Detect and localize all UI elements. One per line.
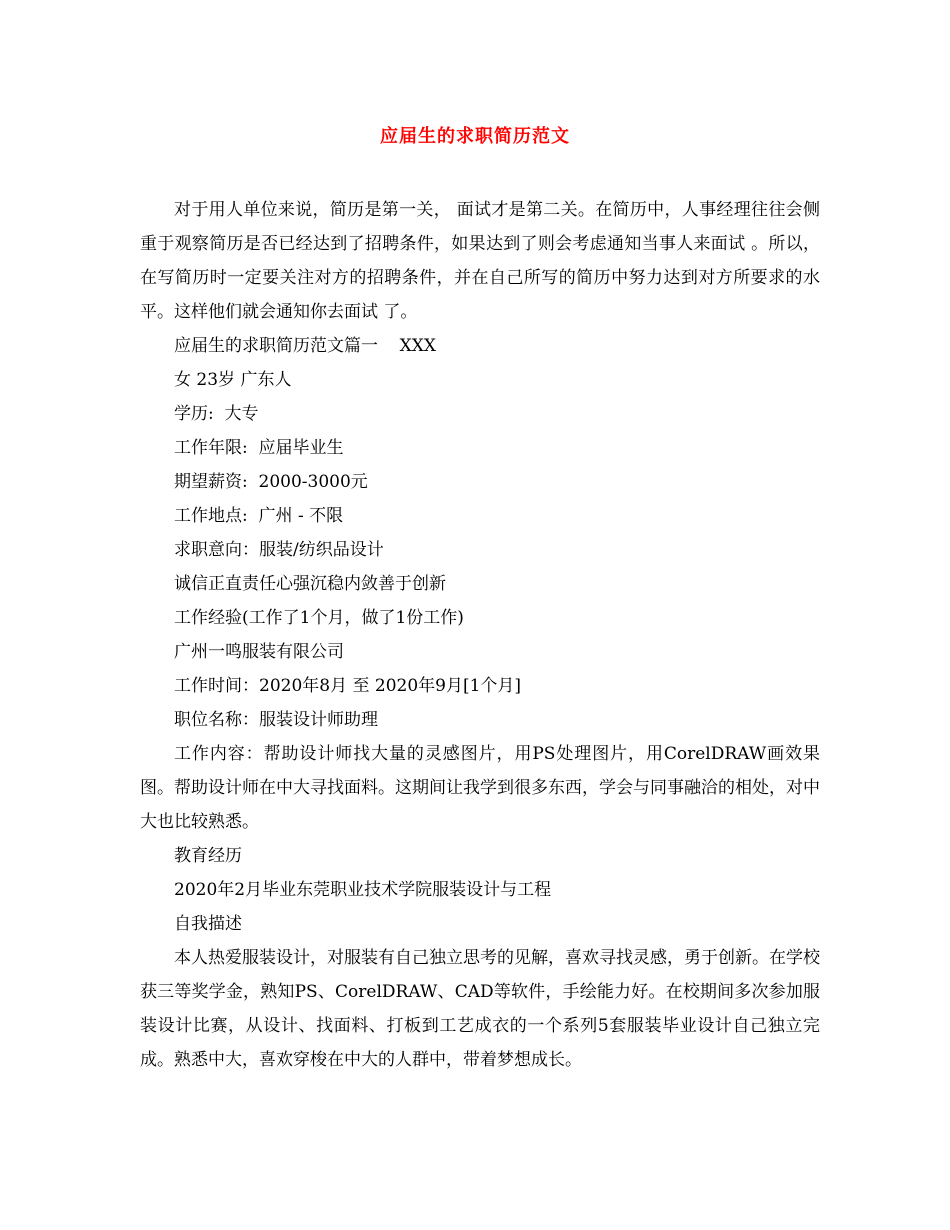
education-level: 学历: 大专 (174, 404, 259, 424)
work-time: 工作时间：2020年8月 至 2020年9月[1个月] (174, 676, 522, 696)
self-description: 本人热爱服装设计，对服装有自己独立思考的见解，喜欢寻找灵感，勇于创新。在学校获三等奖学金，熟知PS、CorelDRAW、CAD等软件，手绘能力好。在校期间多次参加服装设计比赛，从设计、找面料、打板到工艺成衣的一个系列5套服装毕业设计自己独立完成。熟悉中大，喜欢穿梭在中大的人群中，带着梦想成长。 (140, 948, 820, 1070)
position-name: 职位名称：服装设计师助理 (174, 710, 378, 730)
experience-heading: 工作经验(工作了1个月，做了1份工作) (174, 608, 464, 628)
company-name: 广州一鸣服装有限公司 (174, 642, 344, 662)
work-years: 工作年限: 应届毕业生 (174, 438, 344, 458)
self-description-heading: 自我描述 (174, 914, 242, 934)
sample-heading: 应届生的求职简历范文篇一 XXX (174, 336, 436, 356)
document-title: 应届生的求职简历范文 (380, 126, 570, 147)
education-entry: 2020年2月毕业东莞职业技术学院服装设计与工程 (174, 880, 552, 900)
work-location: 工作地点: 广州 - 不限 (174, 506, 344, 526)
education-heading: 教育经历 (174, 846, 242, 866)
job-intention: 求职意向：服装/纺织品设计 (174, 540, 384, 560)
basic-info: 女 23岁 广东人 (174, 370, 292, 390)
expected-salary: 期望薪资: 2000-3000元 (174, 472, 368, 492)
personal-traits: 诚信正直责任心强沉稳内敛善于创新 (174, 574, 446, 594)
document-body (140, 193, 820, 1077)
intro-paragraph: 对于用人单位来说，简历是第一关， 面试才是第二关。在简历中，人事经理往往会侧重于观察简历是否已经达到了招聘条件，如果达到了则会考虑通知当事人来面试 。所以，在写简历时一定要关注对方的招聘条件，并在自己所写的简历中努力达到对方所要求的水平。这样他们就会通知你去面试 了。 (140, 200, 820, 322)
work-content: 工作内容：帮助设计师找大量的灵感图片，用PS处理图片，用CorelDRAW画效果图。帮助设计师在中大寻找面料。这期间让我学到很多东西，学会与同事融洽的相处，对中大也比较熟悉。 (140, 744, 820, 832)
